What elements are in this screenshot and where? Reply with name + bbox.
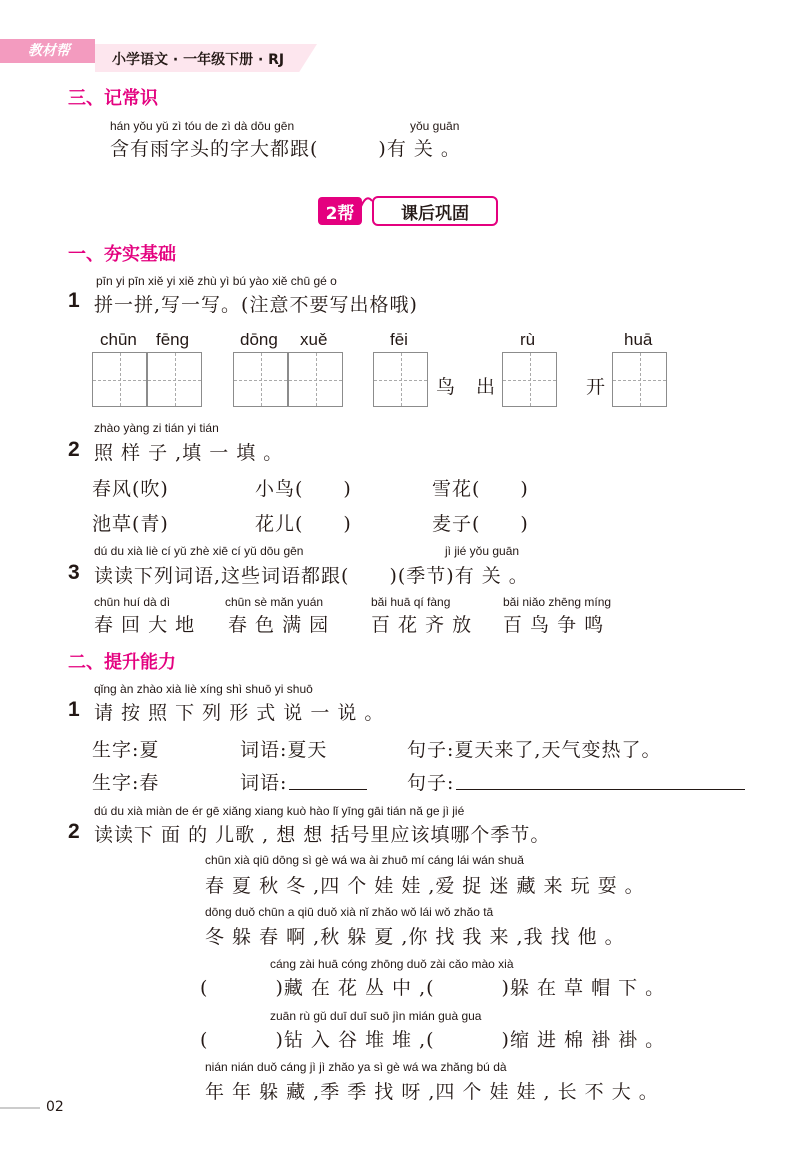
writing-grid[interactable] [233,352,288,407]
question-number: 1 [68,289,80,312]
header-title: 小学语文 · 一年级下册 · RJ [112,52,285,68]
poem-pinyin: dōng duǒ chūn a qiū duǒ xià nǐ zhǎo wǒ lái wǒ zhǎo tā [205,905,494,919]
word-pinyin: bǎi niǎo zhēng míng [503,595,612,609]
example-char: 生字:夏 [92,739,160,761]
word-pinyin: chūn sè mǎn yuán [225,595,324,609]
footer-rule [0,1107,40,1109]
box-pinyin: fēng [156,330,190,349]
question-text: 拼一拼,写一写。(注意不要写出格哦) [94,294,418,316]
box-pinyin: dōng [240,330,278,349]
pinyin-line: jì jié yǒu guān [445,544,520,558]
practice-word-label: 词语: [240,772,288,794]
section-badge-number: 2帮 [318,197,362,225]
given-character: 开 [586,376,607,398]
poem-line: 冬 躲 春 啊 ,秋 躲 夏 ,你 找 我 来 ,我 找 他 。 [205,926,625,948]
question-text: 读读下 面 的 儿歌 , 想 想 括号里应该填哪个季节。 [94,824,551,846]
pinyin-line: zhào yàng zi tián yi tián [94,421,219,435]
pinyin-line: dú du xià liè cí yǔ zhè xiē cí yǔ dōu gēn [94,544,304,558]
practice-char: 生字:春 [92,772,160,794]
word: 春 色 满 园 [228,614,330,636]
section-badge-title: 课后巩固 [372,196,498,226]
poem-pinyin: zuān rù gǔ duī duī suō jìn mián guà gua [270,1009,482,1023]
poem-line: 春 夏 秋 冬 ,四 个 娃 娃 ,爱 捉 迷 藏 来 玩 耍 。 [205,875,645,897]
poem-pinyin: chūn xià qiū dōng sì gè wá wa ài zhuō mí cáng lái wán shuǎ [205,853,524,867]
question-text: 读读下列词语,这些词语都跟( )(季节)有 关 。 [94,565,529,587]
word-pinyin: chūn huí dà dì [94,595,171,609]
question-text: 照 样 子 ,填 一 填 。 [94,442,284,464]
writing-grid[interactable] [92,352,147,407]
example-sentence: 句子:夏天来了,天气变热了。 [407,739,662,761]
writing-grid[interactable] [288,352,343,407]
word: 百 鸟 争 鸣 [503,614,605,636]
poem-pinyin: nián nián duǒ cáng jì jì zhǎo ya sì gè wá wa zhǎng bú dà [205,1060,507,1074]
box-pinyin: rù [520,330,536,349]
fill-item[interactable]: 雪花( ) [432,478,529,500]
header-tag: 教材帮 [28,43,70,59]
box-pinyin: xuě [300,330,328,349]
pinyin-line: qǐng àn zhào xià liè xíng shì shuō yi shuō [94,682,313,696]
question-number: 2 [68,438,80,461]
writing-grid[interactable] [612,352,667,407]
fill-item[interactable]: 花儿( ) [255,513,352,535]
word-answer-line[interactable] [289,789,367,790]
section-title-advance: 二、提升能力 [68,652,176,673]
section-title-basics: 一、夯实基础 [68,244,176,265]
question-number: 1 [68,698,80,721]
question-text: 请 按 照 下 列 形 式 说 一 说 。 [94,702,385,724]
question-number: 2 [68,820,80,843]
pinyin-line: dú du xià miàn de ér gē xiǎng xiang kuò hào lǐ yīng gāi tián nǎ ge jì jié [94,804,465,818]
example-word: 词语:夏天 [240,739,328,761]
fill-item: 春风(吹) [92,478,169,500]
poem-line-blank[interactable]: ( )钻 入 谷 堆 堆 ,( )缩 进 棉 褂 褂 。 [200,1029,666,1051]
sentence-answer-line[interactable] [456,789,745,790]
writing-grid[interactable] [502,352,557,407]
word: 春 回 大 地 [94,614,196,636]
word-pinyin: bǎi huā qí fàng [371,595,451,609]
given-character: 鸟 [436,376,457,398]
page-number: 02 [46,1099,64,1115]
pinyin-line: hán yǒu yǔ zì tóu de zì dà dōu gēn [110,119,295,133]
box-pinyin: huā [624,330,653,349]
writing-grid[interactable] [147,352,202,407]
section-title-common-knowledge: 三、记常识 [68,88,158,109]
box-pinyin: fēi [390,330,408,349]
practice-sentence-label: 句子: [407,772,455,794]
poem-pinyin: cáng zài huā cóng zhōng duǒ zài cǎo mào xià [270,957,514,971]
writing-grid[interactable] [373,352,428,407]
given-character: 出 [476,376,497,398]
pinyin-line: pīn yi pīn xiě yi xiě zhù yì bú yào xiě chū gé o [96,274,337,288]
question-number: 3 [68,561,80,584]
common-knowledge-question: 含有雨字头的字大都跟( )有 关 。 [110,138,461,160]
word: 百 花 齐 放 [371,614,473,636]
pinyin-line: yǒu guān [410,119,460,133]
fill-item[interactable]: 小鸟( ) [255,478,352,500]
box-pinyin: chūn [100,330,137,349]
fill-item: 池草(青) [92,513,169,535]
fill-item[interactable]: 麦子( ) [432,513,529,535]
poem-line-blank[interactable]: ( )藏 在 花 丛 中 ,( )躲 在 草 帽 下 。 [200,977,666,999]
poem-line: 年 年 躲 藏 ,季 季 找 呀 ,四 个 娃 娃 , 长 不 大 。 [205,1081,659,1103]
